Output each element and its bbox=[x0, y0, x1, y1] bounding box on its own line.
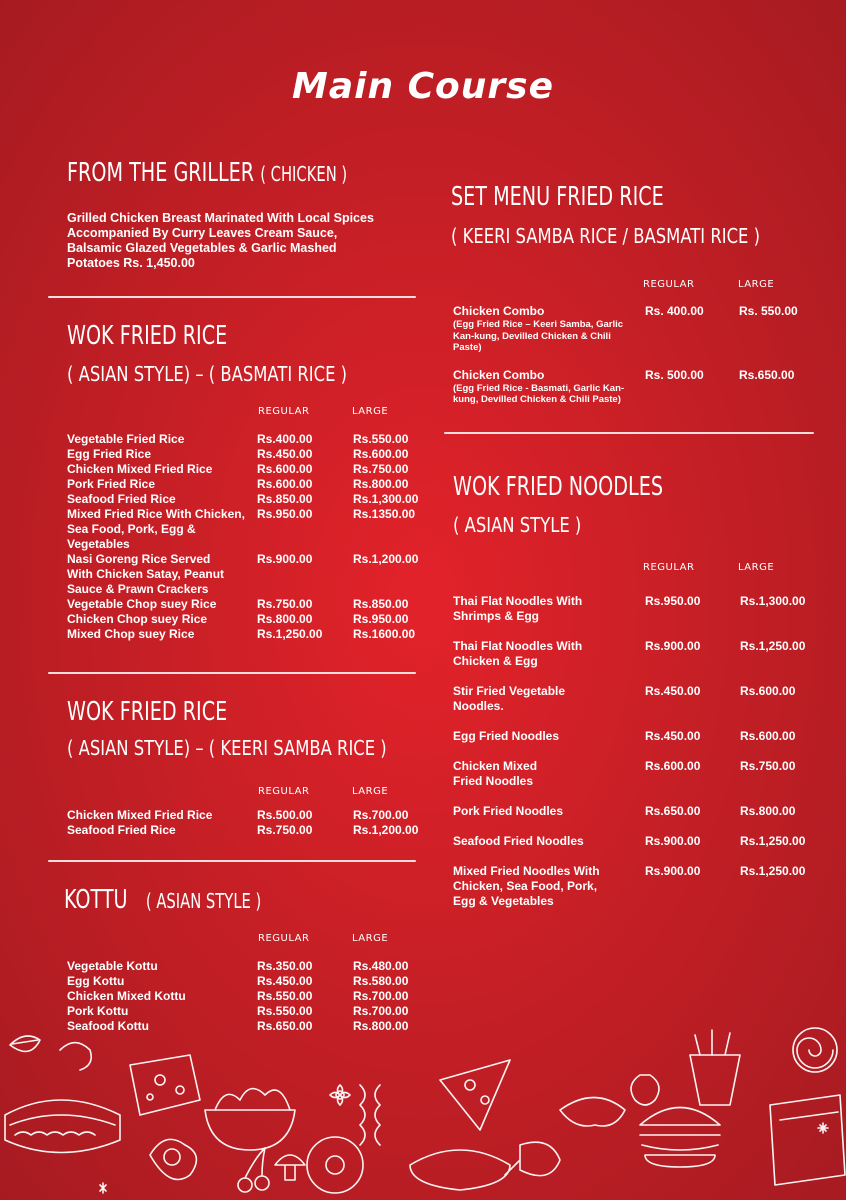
menu-item-name bbox=[67, 989, 257, 1004]
regular-price: Rs.550.00 bbox=[257, 1004, 313, 1018]
large-price: Rs.750.00 bbox=[740, 759, 796, 773]
regular-price: Rs.350.00 bbox=[257, 959, 313, 973]
menu-item-name bbox=[67, 432, 257, 447]
menu-item-name bbox=[67, 1004, 257, 1019]
menu-item-name-line: Seafood Kottu bbox=[67, 1019, 149, 1033]
large-price: Rs.1350.00 bbox=[353, 507, 416, 521]
menu-item-name-line: Stir Fried Vegetable bbox=[453, 684, 566, 698]
large-price: Rs.480.00 bbox=[353, 959, 409, 973]
menu-item-name-line: Thai Flat Noodles With bbox=[453, 594, 583, 608]
menu-item bbox=[67, 507, 418, 552]
noodles-large-header: LARGE bbox=[738, 562, 775, 573]
menu-item-name-line: Egg Kottu bbox=[67, 974, 125, 988]
menu-item bbox=[67, 552, 418, 597]
griller-title bbox=[67, 158, 347, 188]
kottu-title bbox=[64, 885, 261, 915]
regular-price: Rs.450.00 bbox=[645, 684, 701, 698]
menu-item-name-line: Chicken Chop suey Rice bbox=[67, 612, 208, 626]
large-price: Rs.750.00 bbox=[353, 462, 409, 476]
regular-price: Rs.950.00 bbox=[257, 507, 313, 521]
menu-item bbox=[67, 974, 408, 989]
divider bbox=[48, 860, 416, 862]
large-price: Rs.1,200.00 bbox=[353, 552, 419, 566]
large-price: Rs.700.00 bbox=[353, 808, 409, 822]
menu-item-name-line: Nasi Goreng Rice Served bbox=[67, 552, 211, 566]
menu-item-name bbox=[453, 834, 645, 849]
menu-item-name-line: Vegetable Fried Rice bbox=[67, 432, 185, 446]
menu-item bbox=[453, 368, 798, 406]
regular-price: Rs.800.00 bbox=[257, 612, 313, 626]
menu-item-name-line: Chicken Mixed Fried Rice bbox=[67, 462, 213, 476]
menu-item-name-line: Chicken Mixed bbox=[453, 759, 538, 773]
menu-item-name bbox=[67, 808, 257, 823]
menu-item-name-line: Thai Flat Noodles With bbox=[453, 639, 583, 653]
menu-item-name-line: Seafood Fried Rice bbox=[67, 492, 176, 506]
menu-item bbox=[67, 477, 418, 492]
menu-item-name bbox=[453, 368, 645, 406]
divider bbox=[48, 672, 416, 674]
menu-item-note: (Egg Fried Rice - Basmati, Garlic Kan-kung, Devilled Chicken & Chili Paste) bbox=[453, 382, 625, 405]
menu-item-name bbox=[67, 447, 257, 462]
menu-item bbox=[67, 959, 408, 974]
regular-price: Rs.550.00 bbox=[257, 989, 313, 1003]
large-price: Rs.1,200.00 bbox=[353, 823, 419, 837]
menu-item-name-line: Sauce & Prawn Crackers bbox=[67, 582, 209, 596]
menu-item-name-line: Mixed Fried Rice With Chicken, bbox=[67, 507, 245, 521]
menu-item-name-line: Chicken Mixed Kottu bbox=[67, 989, 186, 1003]
noodles-list bbox=[453, 594, 805, 924]
menu-item-name-line: Sea Food, Pork, Egg & Vegetables bbox=[67, 522, 196, 551]
large-price: Rs.800.00 bbox=[353, 477, 409, 491]
menu-item bbox=[67, 627, 418, 642]
menu-item-name bbox=[453, 639, 645, 669]
regular-price: Rs.900.00 bbox=[645, 834, 701, 848]
menu-item-name-line: Egg Fried Noodles bbox=[453, 729, 560, 743]
menu-item-name bbox=[453, 804, 645, 819]
menu-item-name-line: Mixed Fried Noodles With bbox=[453, 864, 600, 878]
regular-price: Rs. 400.00 bbox=[645, 304, 704, 318]
menu-item bbox=[67, 462, 418, 477]
griller-description: Grilled Chicken Breast Marinated With Local Spices Accompanied By Curry Leaves Cream Sauce, Balsamic Glazed Vegetables & Garlic Mashed Potatoes Rs. 1,450.00 bbox=[67, 211, 374, 270]
menu-item-name bbox=[67, 597, 257, 612]
set-menu-title: SET MENU FRIED RICE bbox=[451, 182, 664, 212]
kottu-list bbox=[67, 959, 408, 1034]
regular-price: Rs.750.00 bbox=[257, 823, 313, 837]
menu-item bbox=[453, 804, 805, 819]
regular-price: Rs.1,250.00 bbox=[257, 627, 323, 641]
regular-price: Rs.400.00 bbox=[257, 432, 313, 446]
large-price: Rs.850.00 bbox=[353, 597, 409, 611]
wok-basmati-subtitle: ( ASIAN STYLE) – ( BASMATI RICE ) bbox=[67, 362, 348, 386]
large-price: Rs.550.00 bbox=[353, 432, 409, 446]
large-price: Rs.600.00 bbox=[740, 729, 796, 743]
regular-price: Rs.600.00 bbox=[257, 477, 313, 491]
menu-item-note: (Egg Fried Rice – Keeri Samba, Garlic Kan-kung, Devilled Chicken & Chili Paste) bbox=[453, 319, 624, 353]
large-price: Rs.800.00 bbox=[353, 1019, 409, 1033]
menu-item-name-line: Vegetable Chop suey Rice bbox=[67, 597, 217, 611]
menu-item-name bbox=[453, 759, 645, 789]
set-menu-list bbox=[453, 304, 798, 420]
menu-item-name-line: Pork Kottu bbox=[67, 1004, 129, 1018]
regular-price: Rs.900.00 bbox=[645, 864, 701, 878]
large-price: Rs.1,250.00 bbox=[740, 639, 806, 653]
regular-price: Rs.900.00 bbox=[257, 552, 313, 566]
menu-item-name bbox=[67, 612, 257, 627]
menu-item-name-line: Fried Noodles bbox=[453, 774, 534, 788]
menu-item bbox=[453, 729, 805, 744]
noodles-title: WOK FRIED NOODLES bbox=[453, 472, 664, 502]
menu-item-name-line: Seafood Fried Noodles bbox=[453, 834, 584, 848]
large-price: Rs.1,250.00 bbox=[740, 834, 806, 848]
set-menu-subtitle: ( KEERI SAMBA RICE / BASMATI RICE ) bbox=[451, 224, 760, 248]
menu-item-name-line: Seafood Fried Rice bbox=[67, 823, 176, 837]
regular-price: Rs.750.00 bbox=[257, 597, 313, 611]
kottu-title-text: KOTTU bbox=[64, 885, 128, 915]
large-price: Rs. 550.00 bbox=[739, 304, 798, 318]
large-price: Rs.700.00 bbox=[353, 989, 409, 1003]
menu-item-name-line: Pork Fried Noodles bbox=[453, 804, 564, 818]
regular-price: Rs.450.00 bbox=[257, 447, 313, 461]
regular-price: Rs.900.00 bbox=[645, 639, 701, 653]
menu-item bbox=[67, 432, 418, 447]
menu-item-name-line: Pork Fried Rice bbox=[67, 477, 156, 491]
menu-item-name-line: Chicken Combo bbox=[453, 304, 545, 318]
menu-item-name bbox=[453, 729, 645, 744]
wok-keeri-subtitle: ( ASIAN STYLE) – ( KEERI SAMBA RICE ) bbox=[67, 736, 387, 760]
regular-price: Rs.650.00 bbox=[645, 804, 701, 818]
menu-item-name bbox=[67, 492, 257, 507]
large-price: Rs.800.00 bbox=[740, 804, 796, 818]
menu-item-name-line: Egg & Vegetables bbox=[453, 894, 554, 908]
menu-item-name-line: Shrimps & Egg bbox=[453, 609, 540, 623]
wok-basmati-regular-header: REGULAR bbox=[258, 406, 310, 417]
menu-item bbox=[453, 834, 805, 849]
menu-item bbox=[67, 612, 418, 627]
large-price: Rs.650.00 bbox=[739, 367, 795, 382]
menu-item-name-line: Chicken, Sea Food, Pork, bbox=[453, 879, 598, 893]
menu-item-name bbox=[67, 959, 257, 974]
menu-item bbox=[453, 639, 805, 669]
menu-item-name-line: With Chicken Satay, Peanut bbox=[67, 567, 225, 581]
large-price: Rs.580.00 bbox=[353, 974, 409, 988]
menu-item-name bbox=[67, 552, 257, 597]
menu-item bbox=[67, 492, 418, 507]
kottu-regular-header: REGULAR bbox=[258, 933, 310, 944]
menu-item bbox=[453, 304, 798, 354]
large-price: Rs.950.00 bbox=[353, 612, 409, 626]
noodles-regular-header: REGULAR bbox=[643, 562, 695, 573]
noodles-subtitle: ( ASIAN STYLE ) bbox=[453, 513, 582, 537]
wok-basmati-list bbox=[67, 432, 418, 642]
menu-item-name-line: Vegetable Kottu bbox=[67, 959, 158, 973]
page-title: Main Course bbox=[292, 66, 554, 107]
menu-item-name bbox=[67, 477, 257, 492]
regular-price: Rs.950.00 bbox=[645, 594, 701, 608]
wok-keeri-regular-header: REGULAR bbox=[258, 786, 310, 797]
menu-item-name-line: Chicken & Egg bbox=[453, 654, 538, 668]
large-price: Rs.1,250.00 bbox=[740, 864, 806, 878]
menu-item-name bbox=[453, 304, 645, 354]
griller-title-text: FROM THE GRILLER bbox=[67, 158, 255, 188]
regular-price: Rs.600.00 bbox=[645, 759, 701, 773]
menu-item bbox=[67, 447, 418, 462]
menu-item bbox=[67, 1004, 408, 1019]
menu-item-name bbox=[67, 462, 257, 477]
regular-price: Rs.650.00 bbox=[257, 1019, 313, 1033]
griller-subtitle: ( CHICKEN ) bbox=[260, 162, 348, 186]
menu-item bbox=[453, 684, 805, 714]
menu-item-name bbox=[67, 627, 257, 642]
menu-item-name-line: Chicken Mixed Fried Rice bbox=[67, 808, 213, 822]
divider bbox=[48, 296, 416, 298]
menu-item bbox=[453, 759, 805, 789]
menu-item-name bbox=[67, 507, 257, 552]
menu-item-name bbox=[67, 823, 257, 838]
regular-price: Rs.600.00 bbox=[257, 462, 313, 476]
set-menu-large-header: LARGE bbox=[738, 279, 775, 290]
large-price: Rs.600.00 bbox=[740, 684, 796, 698]
set-menu-regular-header: REGULAR bbox=[643, 279, 695, 290]
menu-item-name bbox=[453, 594, 645, 624]
menu-item-name bbox=[453, 864, 645, 909]
menu-item-name-line: Egg Fried Rice bbox=[67, 447, 152, 461]
menu-item-name-line: Noodles. bbox=[453, 699, 504, 713]
large-price: Rs.600.00 bbox=[353, 447, 409, 461]
kottu-subtitle: ( ASIAN STYLE ) bbox=[145, 889, 262, 913]
large-price: Rs.1,300.00 bbox=[740, 594, 806, 608]
large-price: Rs.1,300.00 bbox=[353, 492, 419, 506]
menu-item bbox=[67, 597, 418, 612]
kottu-large-header: LARGE bbox=[352, 933, 389, 944]
regular-price: Rs.850.00 bbox=[257, 492, 313, 506]
regular-price: Rs.450.00 bbox=[645, 729, 701, 743]
menu-item bbox=[67, 808, 418, 823]
large-price: Rs.700.00 bbox=[353, 1004, 409, 1018]
regular-price: Rs.500.00 bbox=[257, 808, 313, 822]
menu-item-name bbox=[453, 684, 645, 714]
wok-keeri-title: WOK FRIED RICE bbox=[67, 697, 228, 727]
menu-item-name bbox=[67, 974, 257, 989]
menu-item-name-line: Mixed Chop suey Rice bbox=[67, 627, 195, 641]
divider bbox=[444, 432, 814, 434]
wok-basmati-title: WOK FRIED RICE bbox=[67, 321, 228, 351]
food-doodles-illustration bbox=[0, 1025, 846, 1200]
menu-item bbox=[67, 989, 408, 1004]
menu-item-name-line: Chicken Combo bbox=[453, 367, 545, 382]
menu-item bbox=[453, 864, 805, 909]
wok-keeri-large-header: LARGE bbox=[352, 786, 389, 797]
menu-item bbox=[67, 823, 418, 838]
menu-item bbox=[453, 594, 805, 624]
large-price: Rs.1600.00 bbox=[353, 627, 416, 641]
wok-basmati-large-header: LARGE bbox=[352, 406, 389, 417]
wok-keeri-list bbox=[67, 808, 418, 838]
regular-price: Rs.450.00 bbox=[257, 974, 313, 988]
regular-price: Rs. 500.00 bbox=[645, 367, 704, 382]
